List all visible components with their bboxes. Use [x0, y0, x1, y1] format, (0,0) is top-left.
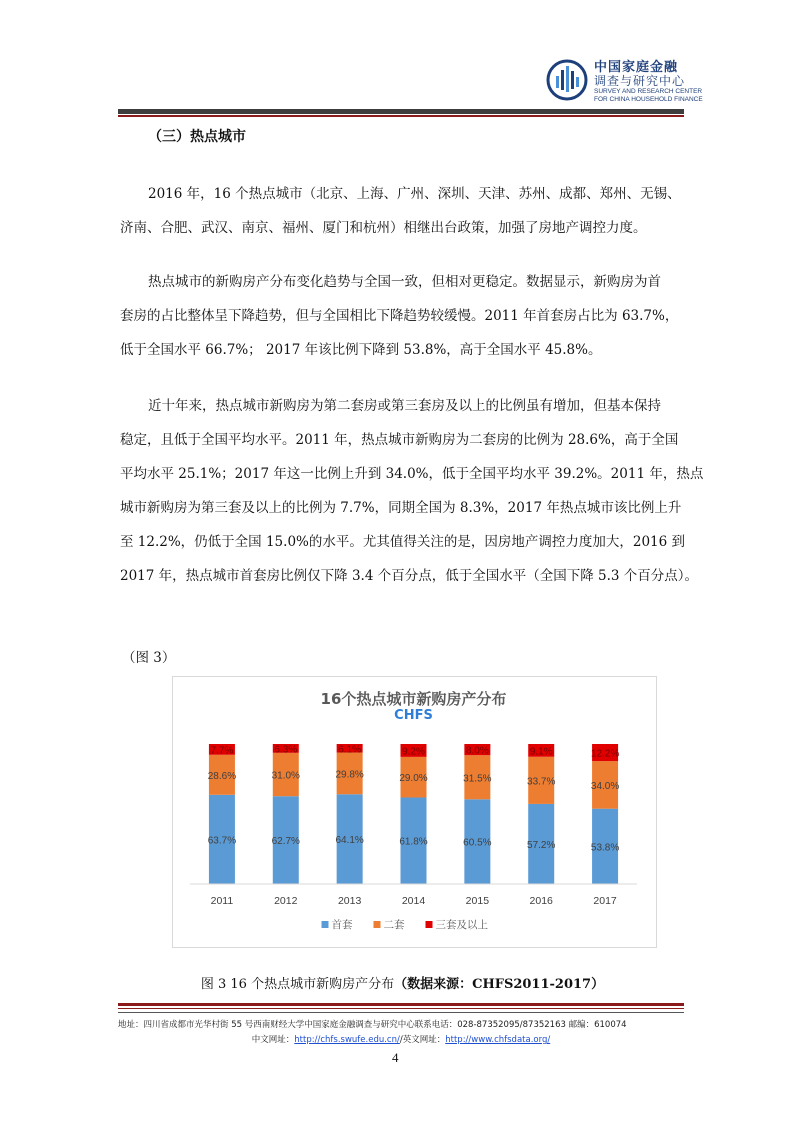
paragraph-2: [120, 265, 685, 367]
org-name-en-line1: SURVEY AND RESEARCH CENTER: [594, 88, 703, 95]
org-name-cn-line2: 调查与研究中心: [594, 74, 686, 88]
org-name-en-line2: FOR CHINA HOUSEHOLD FINANCE: [594, 96, 703, 103]
en-site-label: 英文网址：: [402, 1035, 446, 1045]
data-label: 57.2%: [527, 839, 556, 851]
data-label: 34.0%: [590, 780, 620, 792]
data-label: 31.0%: [271, 770, 300, 782]
data-label: 29.0%: [399, 773, 428, 785]
figure-reference: （图 3）: [122, 650, 176, 666]
x-tick-label: 2014: [401, 895, 426, 907]
data-label: 60.5%: [463, 837, 492, 849]
org-name-cn-line1: 中国家庭金融: [594, 60, 679, 75]
data-label: 9.2%: [402, 746, 425, 758]
data-label: 31.5%: [463, 773, 492, 785]
en-site-link[interactable]: http://www.chfsdata.org/: [445, 1035, 551, 1045]
paragraph-1: [120, 177, 685, 245]
footer-address: 地址：四川省成都市光华村街 55 号西南财经大学中国家庭金融调查与研究中心联系电话：028-87352095/87352163 邮编：610074: [118, 1020, 627, 1030]
chfs-logo-icon: [545, 58, 589, 102]
x-tick-label: 2017: [593, 895, 617, 907]
chart-title: 16个热点城市新购房产分布: [320, 690, 507, 708]
x-tick-label: 2012: [274, 895, 298, 907]
legend-swatch: [322, 921, 329, 928]
legend-label: 首套: [331, 919, 353, 931]
header-rule: [118, 109, 684, 114]
data-label: 63.7%: [207, 835, 237, 847]
x-tick-label: 2011: [210, 895, 234, 907]
data-label: 28.6%: [207, 770, 237, 782]
data-label: 12.2%: [590, 748, 620, 760]
caption-source: （数据来源：CHFS2011-2017）: [394, 977, 605, 992]
paragraph-line: 2016 年，16 个热点城市（北京、上海、广州、深圳、天津、苏州、成都、郑州、无锡、: [148, 186, 681, 202]
legend-label: 二套: [383, 919, 405, 931]
paragraph-line: 稳定，且低于全国平均水平。2011 年，热点城市新购房为二套房的比例为 28.6%，高于全国: [120, 432, 679, 448]
data-label: 53.8%: [590, 842, 620, 854]
paragraph-line: 热点城市的新购房产分布变化趋势与全国一致，但相对更稳定。数据显示，新购房为首: [148, 274, 661, 290]
paragraph-line: 低于全国水平 66.7%； 2017 年该比例下降到 53.8%，高于全国水平 45.8%。: [120, 342, 602, 358]
section-heading: （三）热点城市: [148, 129, 246, 145]
data-label: 9.1%: [529, 746, 553, 758]
legend-swatch: [374, 921, 381, 928]
figure-caption: [120, 973, 685, 992]
data-label: 7.7%: [210, 745, 234, 757]
footer-rule-thin: [118, 1012, 684, 1013]
data-label: 33.7%: [527, 776, 556, 788]
caption-title: 图 3 16 个热点城市新购房产分布: [200, 977, 395, 992]
data-label: 6.1%: [338, 744, 362, 756]
cn-site-link[interactable]: http://chfs.swufe.edu.cn/: [294, 1035, 400, 1045]
legend-label: 三套及以上: [435, 919, 488, 931]
data-label: 64.1%: [335, 835, 364, 847]
chart-subtitle: CHFS: [394, 708, 433, 723]
x-tick-label: 2015: [465, 895, 490, 907]
paragraph-line: 套房的占比整体呈下降趋势，但与全国相比下降趋势较缓慢。2011 年首套房占比为 63.7%，: [120, 308, 679, 324]
x-tick-label: 2016: [529, 895, 553, 907]
legend-swatch: [426, 921, 433, 928]
data-label: 29.8%: [335, 769, 364, 781]
cn-site-label: 中文网址：: [251, 1035, 295, 1045]
data-label: 61.8%: [399, 836, 428, 848]
x-tick-label: 2013: [337, 895, 362, 907]
paragraph-line: 近十年来，热点城市新购房为第二套房或第三套房及以上的比例虽有增加，但基本保持: [148, 398, 661, 414]
data-label: 8.0%: [465, 745, 489, 757]
stacked-bar-chart: [172, 676, 655, 946]
paragraph-line: 2017 年，热点城市首套房比例仅下降 3.4 个百分点，低于全国水平（全国下降 5.3 个百分点）。: [120, 568, 699, 584]
paragraph-3: [120, 389, 704, 593]
header-rule-accent: [118, 115, 684, 117]
footer-rule: [118, 1003, 684, 1006]
paragraph-line: 济南、合肥、武汉、南京、福州、厦门和杭州）相继出台政策，加强了房地产调控力度。: [120, 220, 647, 236]
data-label: 62.7%: [271, 836, 300, 848]
paragraph-line: 城市新购房为第三套及以上的比例为 7.7%，同期全国为 8.3%，2017 年热点城市该比例上升: [120, 500, 682, 516]
footer-websites: 中文网址：http://chfs.swufe.edu.cn//英文网址：http://www.chfsdata.org/: [251, 1035, 551, 1045]
footer-rule-accent: [118, 1008, 684, 1009]
paragraph-line: 平均水平 25.1%；2017 年这一比例上升到 34.0%，低于全国平均水平 39.2%。2011 年，热点: [120, 466, 704, 482]
data-label: 6.3%: [274, 744, 298, 756]
page-number: 4: [392, 1050, 399, 1065]
paragraph-line: 至 12.2%，仍低于全国 15.0%的水平。尤其值得关注的是，因房地产调控力度加大，2016 到: [120, 534, 686, 550]
